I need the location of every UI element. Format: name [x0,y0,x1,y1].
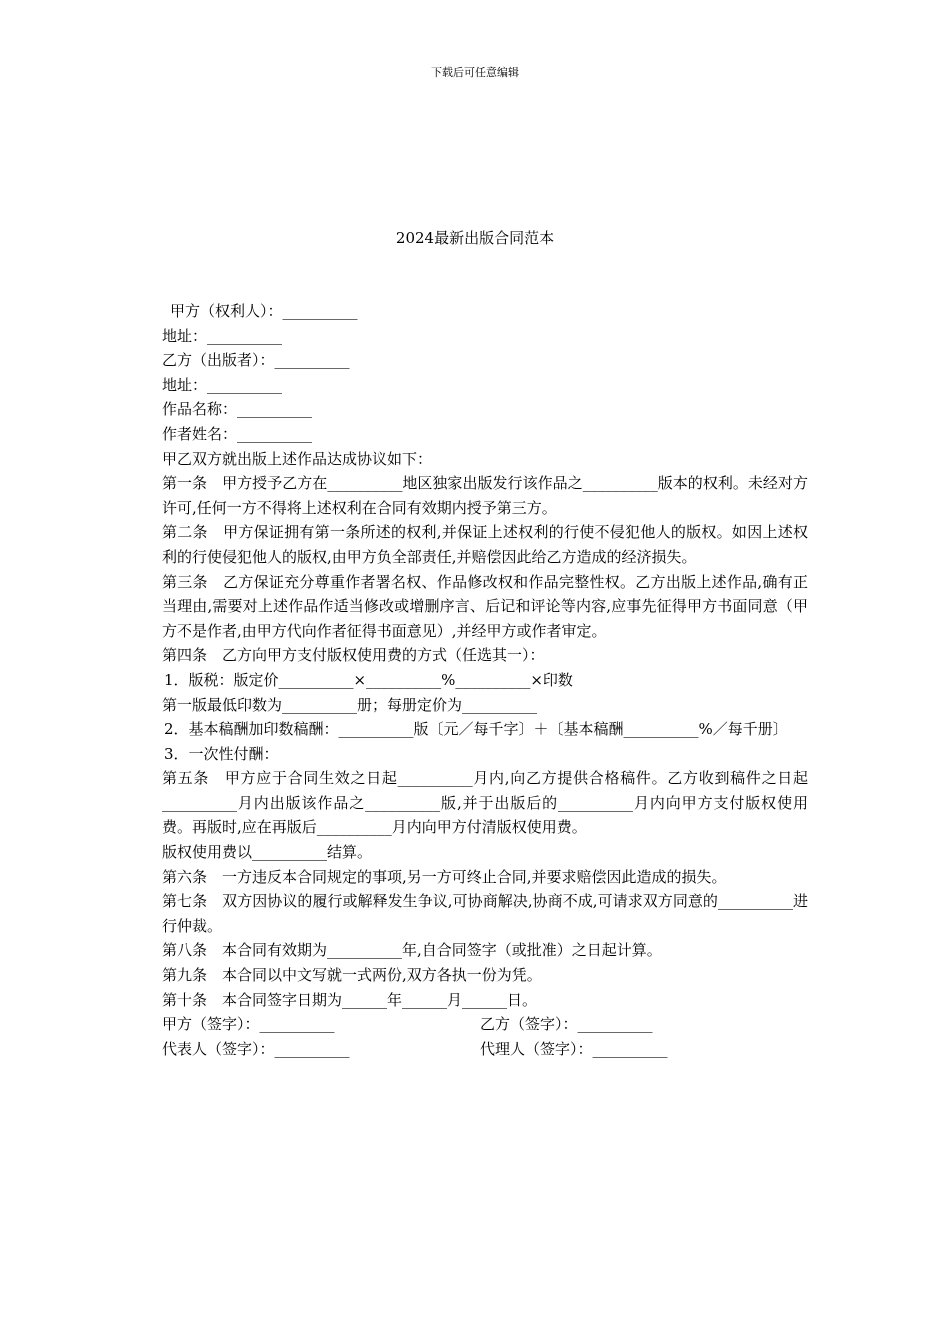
signature-row-1 [144,1012,808,1037]
article-6: 第六条 一方违反本合同规定的事项,另一方可终止合同,并要求赔偿因此造成的损失。 [162,867,727,886]
article-4-option-1: 1．版税：版定价__________×__________%__________×印数 [164,670,573,689]
address-b-field: 地址：__________ [162,375,283,394]
article-4-option-3: 3．一次性付酬： [164,744,279,763]
work-name-field: 作品名称：__________ [162,400,313,419]
party-a-field: 甲方（权利人）：__________ [170,302,358,320]
signature-row-2 [144,1037,808,1062]
article-1: 第一条 甲方授予乙方在__________地区独家出版发行该作品之__________版本的权利。未经对方许可,任何一方不得将上述权利在合同有效期内授予第三方。 [162,474,808,517]
party-a-signature: 甲方（签字）：__________ [162,1015,335,1034]
article-8: 第八条 本合同有效期为__________年,自合同签字（或批准）之日起计算。 [162,941,662,960]
agreement-intro: 甲乙双方就出版上述作品达成协议如下： [162,449,433,468]
article-4: 第四条 乙方向甲方支付版权使用费的方式（任选其一）： [162,646,545,665]
contract-body [144,299,808,1061]
party-b-field: 乙方（出版者）：__________ [162,351,350,370]
representative-signature: 代表人（签字）：__________ [162,1039,350,1058]
article-9: 第九条 本合同以中文写就一式两份,双方各执一份为凭。 [162,966,542,985]
article-10: 第十条 本合同签字日期为______年______月______日。 [162,990,538,1009]
article-2: 第二条 甲方保证拥有第一条所述的权利,并保证上述权利的行使不侵犯他人的版权。如因上述权利的行使侵犯他人的版权,由甲方负全部责任,并赔偿因此给乙方造成的经济损失。 [162,523,808,566]
party-b-signature: 乙方（签字）：__________ [480,1015,653,1034]
author-name-field: 作者姓名：__________ [162,424,313,443]
article-3: 第三条 乙方保证充分尊重作者署名权、作品修改权和作品完整性权。乙方出版上述作品,确有正当理由,需要对上述作品作适当修改或增删序言、后记和评论等内容,应事先征得甲方书面同意（甲方不是作者,由甲方代向作者征得书面意见）,并经甲方或作者审定。 [162,572,808,640]
address-a-field: 地址：__________ [162,326,283,345]
article-5-note: 版权使用费以__________结算。 [162,843,373,862]
header-note: 下载后可任意编辑 [431,66,519,79]
article-4-option-1-note: 第一版最低印数为__________册；每册定价为__________ [162,695,538,714]
article-7: 第七条 双方因协议的履行或解释发生争议,可协商解决,协商不成,可请求双方同意的__________进行仲裁。 [162,892,808,935]
document-title: 2024最新出版合同范本 [395,229,555,247]
article-4-option-2: 2．基本稿酬加印数稿酬：__________版〔元／每千字〕＋〔基本稿酬__________%／每千册〕 [164,720,788,739]
article-5: 第五条 甲方应于合同生效之日起__________月内,向乙方提供合格稿件。乙方收到稿件之日起__________月内出版该作品之__________版,并于出版后的__________月内向甲方支付版权使用费。再版时,应在再版后__________月内向甲方付清版权使用费。 [162,769,808,837]
agent-signature: 代理人（签字）：__________ [480,1039,668,1058]
